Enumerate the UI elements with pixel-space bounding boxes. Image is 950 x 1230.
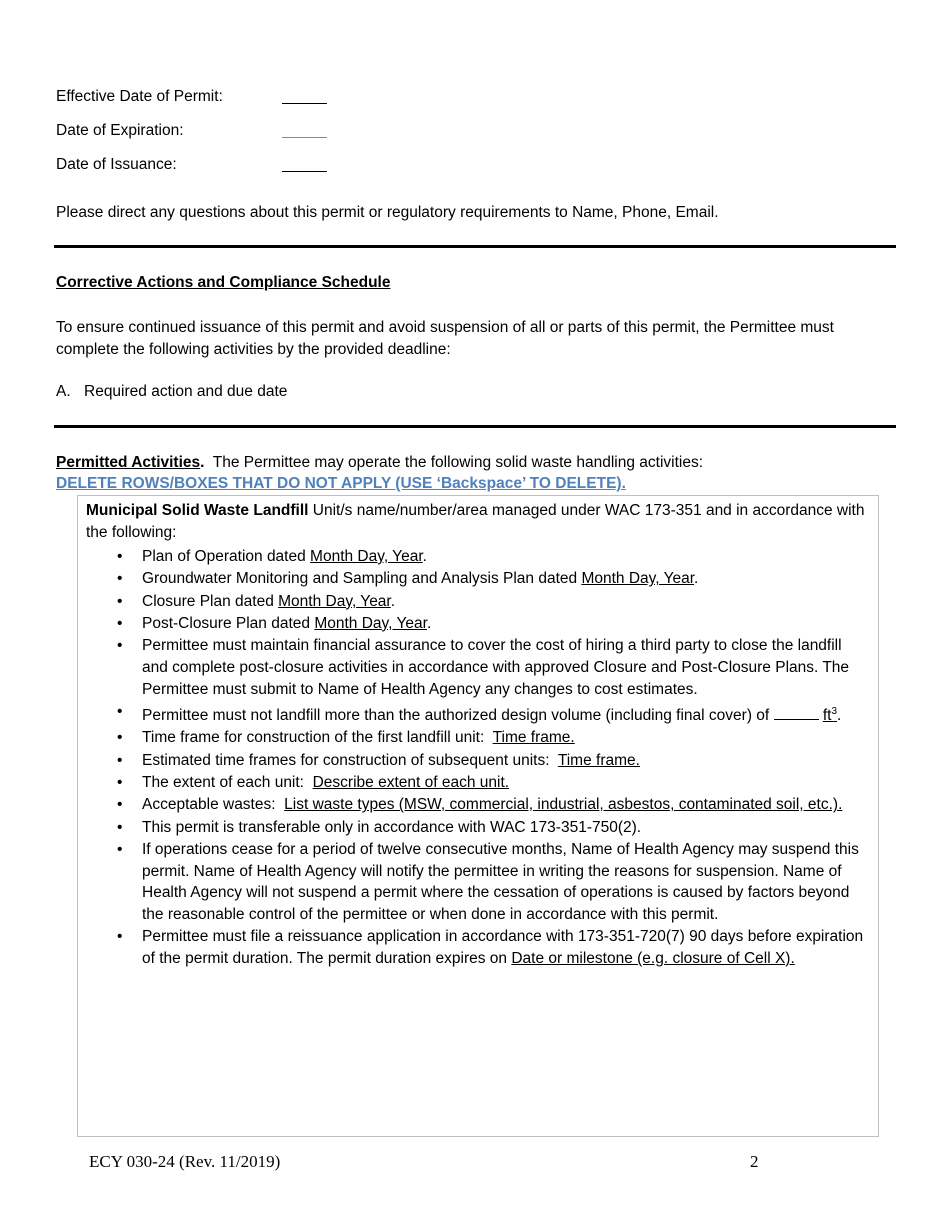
item-text: This permit is transferable only in accordance with WAC 173-351-750(2).: [142, 818, 642, 836]
corrective-actions-intro: To ensure continued issuance of this permit and avoid suspension of all or parts of this permit, the Permittee must complete the following activities by the provided deadline:: [56, 319, 834, 358]
list-item: • Groundwater Monitoring and Sampling and Analysis Plan dated Month Day, Year.: [86, 568, 871, 590]
delete-instruction: DELETE ROWS/BOXES THAT DO NOT APPLY (USE ‘Backspace’ TO DELETE).: [56, 475, 626, 492]
bullet: •: [117, 570, 123, 588]
corrective-action-item: [56, 383, 288, 401]
list-item: [86, 772, 871, 794]
list-item: [86, 839, 871, 926]
section-divider: [54, 425, 896, 428]
contact-text: Please direct any questions about this permit or regulatory requirements to Name, Phone, Email.: [56, 204, 719, 221]
bullet: •: [117, 702, 123, 720]
list-item: • Permittee must not landfill more than the authorized design volume (including final cover) of $ft^3$.: [117, 702, 842, 725]
list-item: [86, 635, 871, 700]
volume-unit: [823, 707, 837, 724]
landfill-description: [86, 500, 871, 544]
permitted-activities-heading: Permitted Activities: [56, 454, 201, 471]
item-text: Permittee must not landfill more than the authorized design volume (including final cover) of: [142, 707, 774, 725]
bullet: •: [117, 773, 123, 791]
effective-date-field[interactable]: [282, 103, 327, 104]
milestone-placeholder[interactable]: Date or milestone (e.g. closure of Cell X).: [511, 949, 795, 967]
page-number: 2: [750, 1152, 759, 1171]
volume-field[interactable]: [774, 719, 819, 720]
bullet: •: [117, 840, 123, 858]
date-placeholder[interactable]: Month Day, Year: [278, 592, 391, 610]
bullet: •: [117, 729, 123, 747]
time-frame-placeholder[interactable]: Time frame.: [492, 729, 575, 747]
form-id: ECY 030-24 (Rev. 11/2019): [89, 1152, 281, 1171]
item-text: Permittee must maintain financial assurance to cover the cost of hiring a third party to close the landfill and complete post-closure activities in accordance with approved Closure and Post-Closure Plans. The Permittee must submit to Name of Health Agency any changes to cost estimates.: [142, 637, 850, 698]
date-placeholder[interactable]: Month Day, Year: [314, 614, 427, 632]
unit-exponent: 3: [831, 705, 838, 717]
permitted-activities-line: [56, 454, 703, 472]
item-text: Time frame for construction of the first landfill unit:: [142, 729, 493, 747]
bullet: •: [117, 592, 123, 610]
corrective-actions-heading: Corrective Actions and Compliance Schedule: [56, 274, 391, 291]
item-text: If operations cease for a period of twelve consecutive months, Name of Health Agency may suspend this permit. Name of Health Agency will notify the permittee in writing the reasons for suspension. Name of Health Agency will not suspend a permit where the cessation of operations is caused by factors beyond the reasonable control of the permittee or when done in accordance with this permit.: [142, 840, 859, 923]
item-text: Permittee must file a reissuance application in accordance with 173-351-720(7) 90 days before expiration of the permit duration. The permit duration expires on: [142, 928, 864, 967]
bullet: •: [117, 614, 123, 632]
bullet: •: [117, 637, 123, 655]
landfill-title: Municipal Solid Waste Landfill: [86, 502, 309, 519]
list-item: [86, 926, 871, 969]
bullet: •: [117, 928, 123, 946]
item-text: Required action and due date: [84, 383, 288, 400]
bullet: •: [117, 818, 123, 836]
bullet: •: [117, 796, 123, 814]
list-item: [86, 794, 871, 816]
date-placeholder[interactable]: Month Day, Year: [581, 570, 695, 588]
waste-types-placeholder[interactable]: List waste types (MSW, commercial, industrial, asbestos, contaminated soil, etc.).: [284, 796, 843, 814]
item-text: Groundwater Monitoring and Sampling and Analysis Plan dated: [142, 570, 582, 588]
list-item: • Post-Closure Plan dated Month Day, Year.: [86, 613, 871, 635]
item-text: Post-Closure Plan dated: [142, 614, 315, 632]
landfill-box: [77, 495, 879, 1137]
landfill-conditions-list: [86, 546, 871, 970]
permitted-activities-intro: The Permittee may operate the following solid waste handling activities:: [204, 454, 704, 471]
list-item: [86, 817, 871, 839]
expiration-date-field[interactable]: [282, 137, 327, 138]
bullet: •: [117, 751, 123, 769]
date-placeholder[interactable]: Month Day, Year: [310, 548, 423, 565]
heading-period: .: [200, 454, 205, 471]
expiration-date-label: Date of Expiration:: [56, 122, 184, 139]
list-item: • Plan of Operation dated Month Day, Year.: [86, 546, 871, 568]
item-text: The extent of each unit:: [142, 773, 313, 791]
unit-text: ft: [822, 707, 832, 725]
issuance-date-label: Date of Issuance:: [56, 156, 177, 173]
item-letter: A.: [56, 383, 71, 400]
extent-placeholder[interactable]: Describe extent of each unit.: [312, 773, 510, 791]
list-item: • Closure Plan dated Month Day, Year.: [86, 591, 871, 613]
section-divider: [54, 245, 896, 248]
list-item: [86, 750, 871, 772]
item-text: Closure Plan dated: [142, 592, 279, 610]
item-text: Estimated time frames for construction of subsequent units:: [142, 751, 558, 769]
list-item: [86, 727, 871, 749]
bullet: •: [117, 548, 123, 565]
landfill-desc: Unit/s name/number/area managed under WAC 173-351 and in accordance with the following:: [86, 502, 865, 541]
issuance-date-field[interactable]: [282, 171, 327, 172]
time-frame-placeholder[interactable]: Time frame.: [557, 751, 640, 769]
effective-date-label: Effective Date of Permit:: [56, 88, 223, 105]
item-text: Acceptable wastes:: [142, 796, 285, 814]
item-text: Plan of Operation dated: [142, 548, 311, 565]
